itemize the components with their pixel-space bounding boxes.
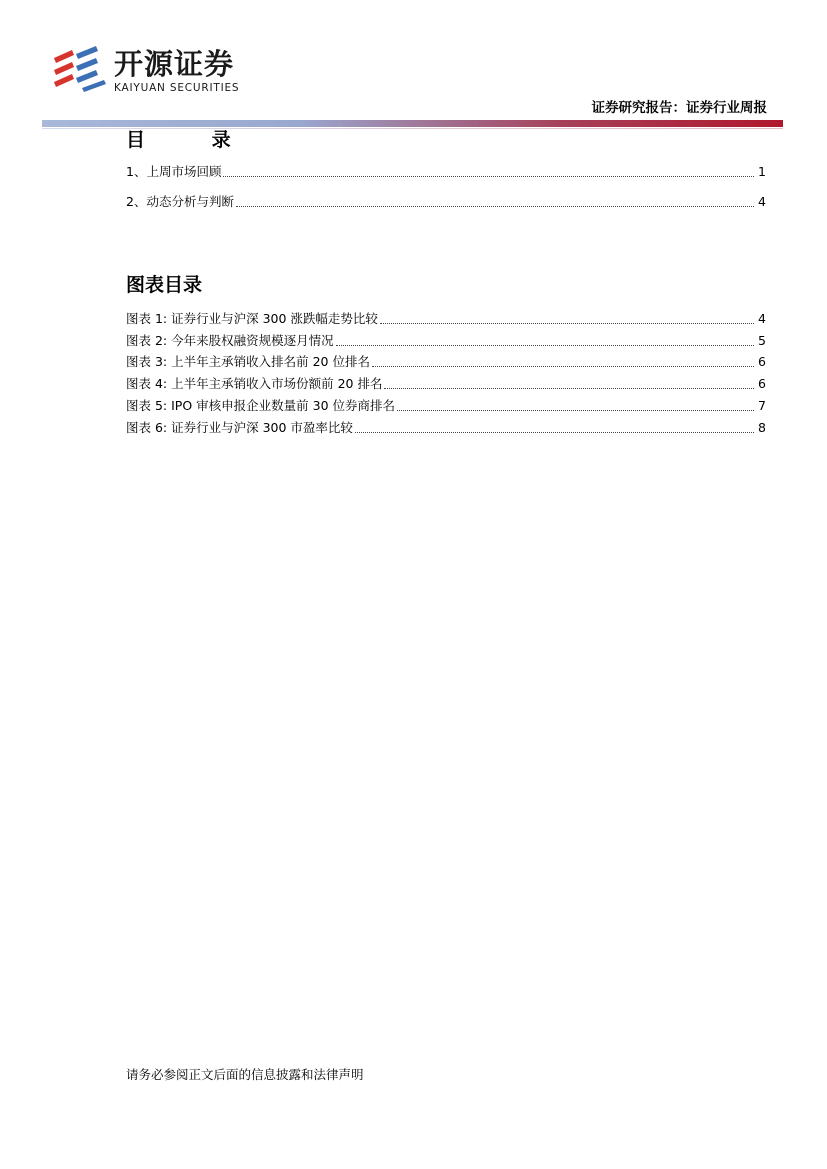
figure-entry[interactable] [126,418,766,436]
toc-entry-page: 4 [758,194,766,209]
dot-leader [223,175,754,177]
dot-leader [372,365,754,367]
figure-entry-page: 4 [758,311,766,326]
figure-entry-text: 图表 3: 上半年主承销收入排名前 20 位排名 [126,354,370,369]
figure-entry[interactable] [126,352,766,370]
figure-entry-text: 图表 6: 证券行业与沪深 300 市盈率比较 [126,420,353,435]
kaiyuan-logo-icon [52,44,110,94]
dot-leader [355,431,754,433]
figure-entry-text: 图表 2: 今年来股权融资规模逐月情况 [126,333,334,348]
toc-entry-text: 2、动态分析与判断 [126,194,234,209]
report-type-label: 证券研究报告：证券行业周报 [591,100,767,116]
dot-leader [397,409,754,411]
dot-leader [384,387,754,389]
figure-entry-text: 图表 5: IPO 审核申报企业数量前 30 位券商排名 [126,398,396,413]
logo-english-name: KAIYUAN SECURITIES [114,82,240,94]
dot-leader [236,205,754,207]
figure-entry-page: 6 [758,354,766,369]
figure-entry-page: 5 [758,333,766,348]
dot-leader [380,322,754,324]
toc-entry-page: 1 [758,164,766,179]
toc-entry[interactable] [126,162,766,180]
company-logo [52,44,252,100]
figure-list-title: 图表目录 [126,274,203,296]
figure-entry-page: 7 [758,398,766,413]
dot-leader [336,344,754,346]
figure-entry[interactable] [126,374,766,392]
figure-entry-text: 图表 1: 证券行业与沪深 300 涨跌幅走势比较 [126,311,378,326]
figure-entry[interactable] [126,396,766,414]
toc-entry-text: 1、上周市场回顾 [126,164,222,179]
figure-entry[interactable] [126,309,766,327]
figure-entry-page: 6 [758,376,766,391]
figure-entry[interactable] [126,331,766,349]
figure-entry-text: 图表 4: 上半年主承销收入市场份额前 20 排名 [126,376,383,391]
toc-entry[interactable] [126,192,766,210]
footer-disclaimer: 请务必参阅正文后面的信息披露和法律声明 [126,1067,364,1082]
toc-title: 目 录 [126,129,261,151]
figure-entry-page: 8 [758,420,766,435]
header-gradient-bar [42,120,783,127]
logo-chinese-name: 开源证券 [114,47,235,81]
